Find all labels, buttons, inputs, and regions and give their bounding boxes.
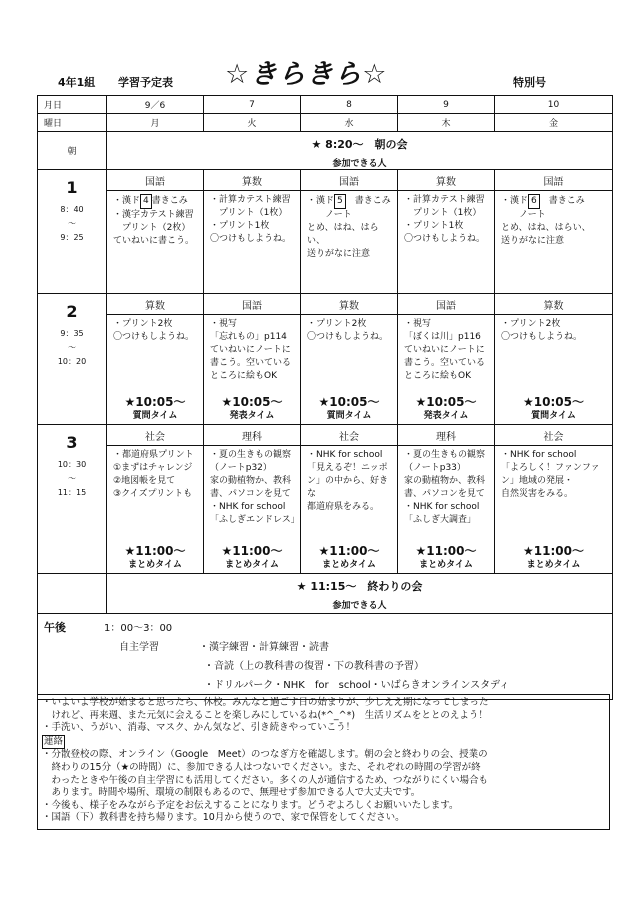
afternoon-time: 1：00～3：00 xyxy=(104,623,173,634)
date-wed: 8 xyxy=(301,96,398,114)
subject-label: 国語 xyxy=(495,170,612,191)
day-mon: 月 xyxy=(107,114,204,132)
date-label: 月日 xyxy=(38,96,107,114)
event-label: まとめタイム xyxy=(225,560,279,570)
p3-wed xyxy=(301,425,398,574)
note-line: ・国語（下）教科書を持ち帰ります。10月から使うので、家で保管をしてください。 xyxy=(42,812,405,824)
subject-label: 理科 xyxy=(204,425,300,446)
p3-fri xyxy=(495,425,613,574)
drill-number-box: 4 xyxy=(140,194,152,209)
cell-text: ・プリント2枚 〇つけもしようね。 xyxy=(307,319,389,342)
cell-text: ・プリント2枚 〇つけもしようね。 xyxy=(113,319,195,342)
event-label: まとめタイム xyxy=(419,560,473,570)
subject-label: 社会 xyxy=(107,425,203,446)
subject-label: 算数 xyxy=(495,294,612,315)
note-line: ・いよいよ学校が始まると思ったら、休校。みんなと過ごす日の始まりが、少しええ期になってしまった xyxy=(42,697,489,708)
drill-number-box: 6 xyxy=(528,194,540,209)
period-time: 9：35 ～ 10：20 xyxy=(57,329,87,366)
note-line: わったときや午後の自主学習にも活用してください。多くの人が通信するため、つながりにくい場合も xyxy=(42,774,489,786)
event-label: まとめタイム xyxy=(526,560,581,570)
cell-text: ・計算カテスト練習 プリント（1枚） ・プリント1枚 〇つけもしようね。 xyxy=(404,195,486,244)
closing-label-cell xyxy=(38,574,107,614)
p3-mon xyxy=(107,425,204,574)
event-time: ★11:00～ xyxy=(523,544,584,558)
event-time: ★10:05～ xyxy=(124,395,186,409)
note-line: ・今後も、様子をみながら予定をお伝えすることになります。どうぞよろしくお願いいたします。 xyxy=(42,799,459,811)
p1-wed xyxy=(301,170,398,294)
closing-event-sub: 参加できる人 xyxy=(332,601,387,611)
date-mon: 9／6 xyxy=(107,96,204,114)
note-line: ・手洗い、うがい、消毒、マスク、かん気など、引き続きやっていこう！ xyxy=(42,722,356,734)
doc-type: 学習予定表 xyxy=(118,76,173,89)
period-3-label xyxy=(38,425,107,574)
event-time: ★11:00～ xyxy=(221,544,283,558)
period-1-label xyxy=(38,170,107,294)
cell-text: ・夏の生きもの観察 （ノートp33） 家の動植物か、教科 書、パソコンを見て ・NHK for school 「ふしぎ大調査」 xyxy=(404,450,486,525)
cell-text: ・視写 「ぼくは川」p116 ていねいにノートに 書こう。空いている ところに絵もOK xyxy=(404,319,486,381)
event-time: ★10:05～ xyxy=(221,395,283,409)
p3-tue xyxy=(204,425,301,574)
day-label: 曜日 xyxy=(38,114,107,132)
subject-label: 国語 xyxy=(301,170,397,191)
note-line: ・分散登校の際、オンライン（Google Meet）のつなぎ方を確認します。朝の会と終わりの会、授業の xyxy=(42,749,488,761)
event-time: ★11:00～ xyxy=(415,544,477,558)
morning-event xyxy=(107,132,613,170)
closing-event-title: ★ 11:15～ 終わりの会 xyxy=(296,580,423,593)
cell-text: ・プリント2枚 〇つけもしようね。 xyxy=(501,319,583,342)
period-number: 2 xyxy=(66,302,78,321)
p2-tue xyxy=(204,294,301,425)
event-label: 発表タイム xyxy=(423,411,469,421)
event-label: まとめタイム xyxy=(322,560,376,570)
p2-wed xyxy=(301,294,398,425)
event-time: ★11:00～ xyxy=(124,544,186,558)
cell-text: ・夏の生きもの観察 （ノートp32） 家の動植物か、教科 書、パソコンを見て ・NHK for school 「ふしぎエンドレス」 xyxy=(210,450,300,525)
note-line: けれど、再来週、また元気に会えることを楽しみにしているね(*^_^*) 生活リズムをととのえよう！ xyxy=(42,709,488,721)
cell-text: ・計算カテスト練習 プリント（1枚） ・プリント1枚 〇つけもしようね。 xyxy=(210,195,292,244)
event-time: ★10:05～ xyxy=(318,395,380,409)
p3-thu xyxy=(398,425,495,574)
subject-label: 社会 xyxy=(495,425,612,446)
notes-box xyxy=(37,694,610,830)
subject-label: 算数 xyxy=(398,170,494,191)
closing-event xyxy=(107,574,613,614)
subject-label: 国語 xyxy=(204,294,300,315)
contact-label: 連絡 xyxy=(42,735,65,750)
issue-label: 特別号 xyxy=(513,76,546,89)
p1-fri xyxy=(495,170,613,294)
period-2-label xyxy=(38,294,107,425)
event-label: まとめタイム xyxy=(128,560,182,570)
morning-event-title: ★ 8:20～ 朝の会 xyxy=(311,138,408,151)
page-title: ☆きらきら☆ xyxy=(225,59,388,90)
cell-text: ・NHK for school 「見えるぞ！ニッポ ン」の中から、好きな 都道府県をみる。 xyxy=(307,450,389,512)
subject-label: 理科 xyxy=(398,425,494,446)
day-thu: 木 xyxy=(398,114,495,132)
cell-text: ・漢ド 5 書きこみ ノート とめ、はね、はらい、 送りがなに注意 xyxy=(307,196,391,259)
event-label: 質問タイム xyxy=(531,411,576,421)
p1-mon xyxy=(107,170,204,294)
subject-label: 算数 xyxy=(204,170,300,191)
p1-tue xyxy=(204,170,301,294)
cell-text: ・NHK for school 「よろしく！ファンファ ン」地域の発展・ 自然災害をみる。 xyxy=(501,450,600,499)
event-time: ★10:05～ xyxy=(523,395,584,409)
morning-label: 朝 xyxy=(38,132,107,170)
date-fri: 10 xyxy=(495,96,613,114)
afternoon-item: ・ドリルパーク・NHK for school・いばらきオンラインスタディ xyxy=(204,680,510,691)
morning-event-sub: 参加できる人 xyxy=(332,159,387,169)
note-line: 終わりの15分（★の時間）に、参加できる人はつないでください。また、それぞれの時間の学習が終 xyxy=(42,761,481,773)
period-time: 8：40 ～ 9：25 xyxy=(60,205,84,242)
cell-text: ・都道府県プリント ①まずはチャレンジ ②地図帳を見て ③クイズプリントも xyxy=(113,450,194,499)
subject-label: 国語 xyxy=(398,294,494,315)
subject-label: 国語 xyxy=(107,170,203,191)
subject-label: 算数 xyxy=(107,294,203,315)
cell-text: ・漢ド 4 書きこみ ・漢字カテスト練習 プリント（2枚） ていねいに書こう。 xyxy=(113,196,195,246)
event-time: ★11:00～ xyxy=(318,544,380,558)
cell-text: ・視写 「忘れもの」p114 ていねいにノートに 書こう。空いている ところに絵もOK xyxy=(210,319,292,381)
p2-thu xyxy=(398,294,495,425)
afternoon-block xyxy=(38,614,613,700)
subject-label: 社会 xyxy=(301,425,397,446)
subject-label: 算数 xyxy=(301,294,397,315)
drill-number-box: 5 xyxy=(334,194,346,209)
event-label: 発表タイム xyxy=(229,411,275,421)
event-label: 質問タイム xyxy=(132,411,178,421)
self-study-label: 自主学習 xyxy=(119,642,159,653)
schedule-table xyxy=(37,95,613,700)
day-tue: 火 xyxy=(204,114,301,132)
event-label: 質問タイム xyxy=(326,411,372,421)
p1-thu xyxy=(398,170,495,294)
note-line: あります。時間や場所、環境の制限もあるので、無理せず参加できる人で大丈夫です。 xyxy=(42,787,421,799)
day-wed: 水 xyxy=(301,114,398,132)
event-time: ★10:05～ xyxy=(415,395,477,409)
period-number: 3 xyxy=(66,433,78,452)
afternoon-item: ・音読（上の教科書の復習・下の教科書の予習） xyxy=(204,661,424,672)
day-fri: 金 xyxy=(495,114,613,132)
date-thu: 9 xyxy=(398,96,495,114)
afternoon-item: ・漢字練習・計算練習・読書 xyxy=(199,642,329,653)
p2-fri xyxy=(495,294,613,425)
cell-text: ・漢ド 6 書きこみ ノート とめ、はね、はらい、 送りがなに注意 xyxy=(501,196,591,246)
p2-mon xyxy=(107,294,204,425)
period-time: 10：30 ～ 11：15 xyxy=(57,460,87,497)
afternoon-label: 午後 xyxy=(44,621,66,634)
period-number: 1 xyxy=(66,178,78,197)
date-tue: 7 xyxy=(204,96,301,114)
class-label: 4年1組 xyxy=(58,76,96,89)
